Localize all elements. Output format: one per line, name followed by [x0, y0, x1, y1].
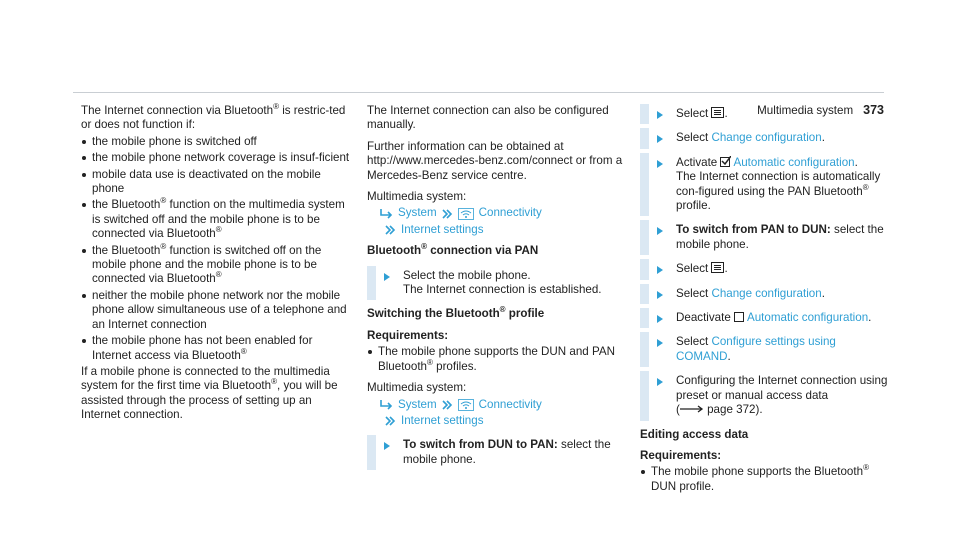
manual-config-text: The Internet connection can also be configured manually.	[367, 104, 609, 132]
heading-switch-profile: Switching the Bluetooth® profile	[367, 305, 545, 321]
list-item: the mobile phone has not been enabled for Internet access via Bluetooth®	[81, 334, 353, 363]
change-configuration-link[interactable]: Change configuration	[711, 131, 822, 145]
play-triangle-icon	[657, 378, 663, 386]
page-reference[interactable]: page 372).	[707, 403, 763, 417]
path-system[interactable]: System	[398, 397, 437, 411]
configure-settings-link[interactable]: Configure settings using COMAND	[676, 335, 836, 363]
list-item: mobile data use is deactivated on the mobile phone	[81, 168, 353, 197]
heading-edit-access: Editing access data	[640, 427, 749, 441]
path-arrow-icon	[379, 400, 393, 410]
column-1	[81, 104, 353, 423]
menu-path	[367, 398, 639, 429]
multimedia-label: Multimedia system:	[367, 190, 467, 204]
path-system[interactable]: System	[398, 206, 437, 220]
step-configure-comand: Select Configure settings using COMAND.	[640, 332, 890, 367]
list-item: the mobile phone network coverage is insuf-ficient	[81, 151, 353, 165]
step-configure-access: Configuring the Internet connection using preset or manual access data ( page 372).	[640, 371, 890, 420]
step-select-menu: Select .	[640, 104, 890, 124]
menu-path	[367, 206, 639, 237]
wifi-icon	[458, 399, 474, 411]
path-arrow-icon	[379, 209, 393, 219]
chevron-double-icon	[385, 225, 396, 235]
path-internet-settings[interactable]: Internet settings	[401, 413, 484, 427]
play-triangle-icon	[657, 315, 663, 323]
further-info-text: Further information can be obtained at http://www.mercedes-benz.com/connect or from a Mercedes-Benz service centre.	[367, 139, 623, 182]
play-triangle-icon	[384, 273, 390, 281]
requirements-label: Requirements:	[367, 328, 449, 342]
path-internet-settings[interactable]: Internet settings	[401, 222, 484, 236]
automatic-configuration-link[interactable]: Automatic configuration	[747, 311, 869, 325]
step-change-config: Select Change configuration.	[640, 284, 890, 304]
path-connectivity[interactable]: Connectivity	[478, 206, 542, 220]
step-activate-auto: Activate Automatic configuration. The Internet connection is automatically con-figured using the PAN Bluetooth® profile.	[640, 153, 890, 217]
outro-text: If a mobile phone is connected to the multimedia system for the first time via Bluetooth®, you will be assisted through the process of setting up an Internet connection.	[81, 364, 338, 422]
step-select-phone: Select the mobile phone. The Internet connection is established.	[367, 266, 639, 301]
page-number: 373	[863, 103, 884, 117]
play-triangle-icon	[384, 442, 390, 450]
chevron-double-icon	[442, 209, 453, 219]
change-configuration-link[interactable]: Change configuration	[711, 286, 822, 300]
list-item: The mobile phone supports the Bluetooth® DUN profile.	[640, 465, 890, 494]
header-rule	[73, 92, 884, 93]
checkbox-unchecked-icon[interactable]	[734, 312, 744, 322]
play-triangle-icon	[657, 227, 663, 235]
play-triangle-icon	[657, 111, 663, 119]
list-item: The mobile phone supports the DUN and PAN Bluetooth® profiles.	[367, 345, 639, 374]
step-pan-to-dun: To switch from PAN to DUN: select the mobile phone.	[640, 220, 890, 255]
column-3	[640, 104, 890, 496]
condition-list	[81, 135, 353, 363]
list-item: the Bluetooth® function is switched off on the mobile phone and the mobile phone is to be connected via Bluetooth®	[81, 244, 353, 287]
menu-icon[interactable]	[711, 107, 724, 118]
list-item: neither the mobile phone network nor the mobile phone allow simultaneous use of a telephone and an Internet connection	[81, 289, 353, 332]
path-connectivity[interactable]: Connectivity	[478, 397, 542, 411]
play-triangle-icon	[657, 160, 663, 168]
step-select-menu: Select .	[640, 259, 890, 279]
step-dun-to-pan: To switch from DUN to PAN: select the mobile phone.	[367, 435, 639, 470]
requirements-label: Requirements:	[640, 448, 722, 462]
list-item: the mobile phone is switched off	[81, 135, 353, 149]
multimedia-label: Multimedia system:	[367, 381, 467, 395]
menu-icon[interactable]	[711, 262, 724, 273]
chevron-double-icon	[385, 416, 396, 426]
play-triangle-icon	[657, 339, 663, 347]
column-2	[367, 104, 639, 474]
checkbox-checked-icon[interactable]	[720, 157, 730, 167]
section-title: Multimedia system	[757, 104, 854, 117]
long-arrow-icon	[680, 405, 704, 413]
play-triangle-icon	[657, 266, 663, 274]
step-change-config: Select Change configuration.	[640, 128, 890, 148]
step-deactivate-auto: Deactivate Automatic configuration.	[640, 308, 890, 328]
list-item: the Bluetooth® function on the multimedia system is switched off and the mobile phone is to be connected via Bluetooth®	[81, 198, 353, 241]
heading-pan: Bluetooth® connection via PAN	[367, 242, 539, 258]
intro-text: The Internet connection via Bluetooth® is restric-ted or does not function if:	[81, 102, 346, 132]
play-triangle-icon	[657, 291, 663, 299]
play-triangle-icon	[657, 135, 663, 143]
wifi-icon	[458, 208, 474, 220]
automatic-configuration-link[interactable]: Automatic configuration	[733, 155, 855, 169]
chevron-double-icon	[442, 400, 453, 410]
